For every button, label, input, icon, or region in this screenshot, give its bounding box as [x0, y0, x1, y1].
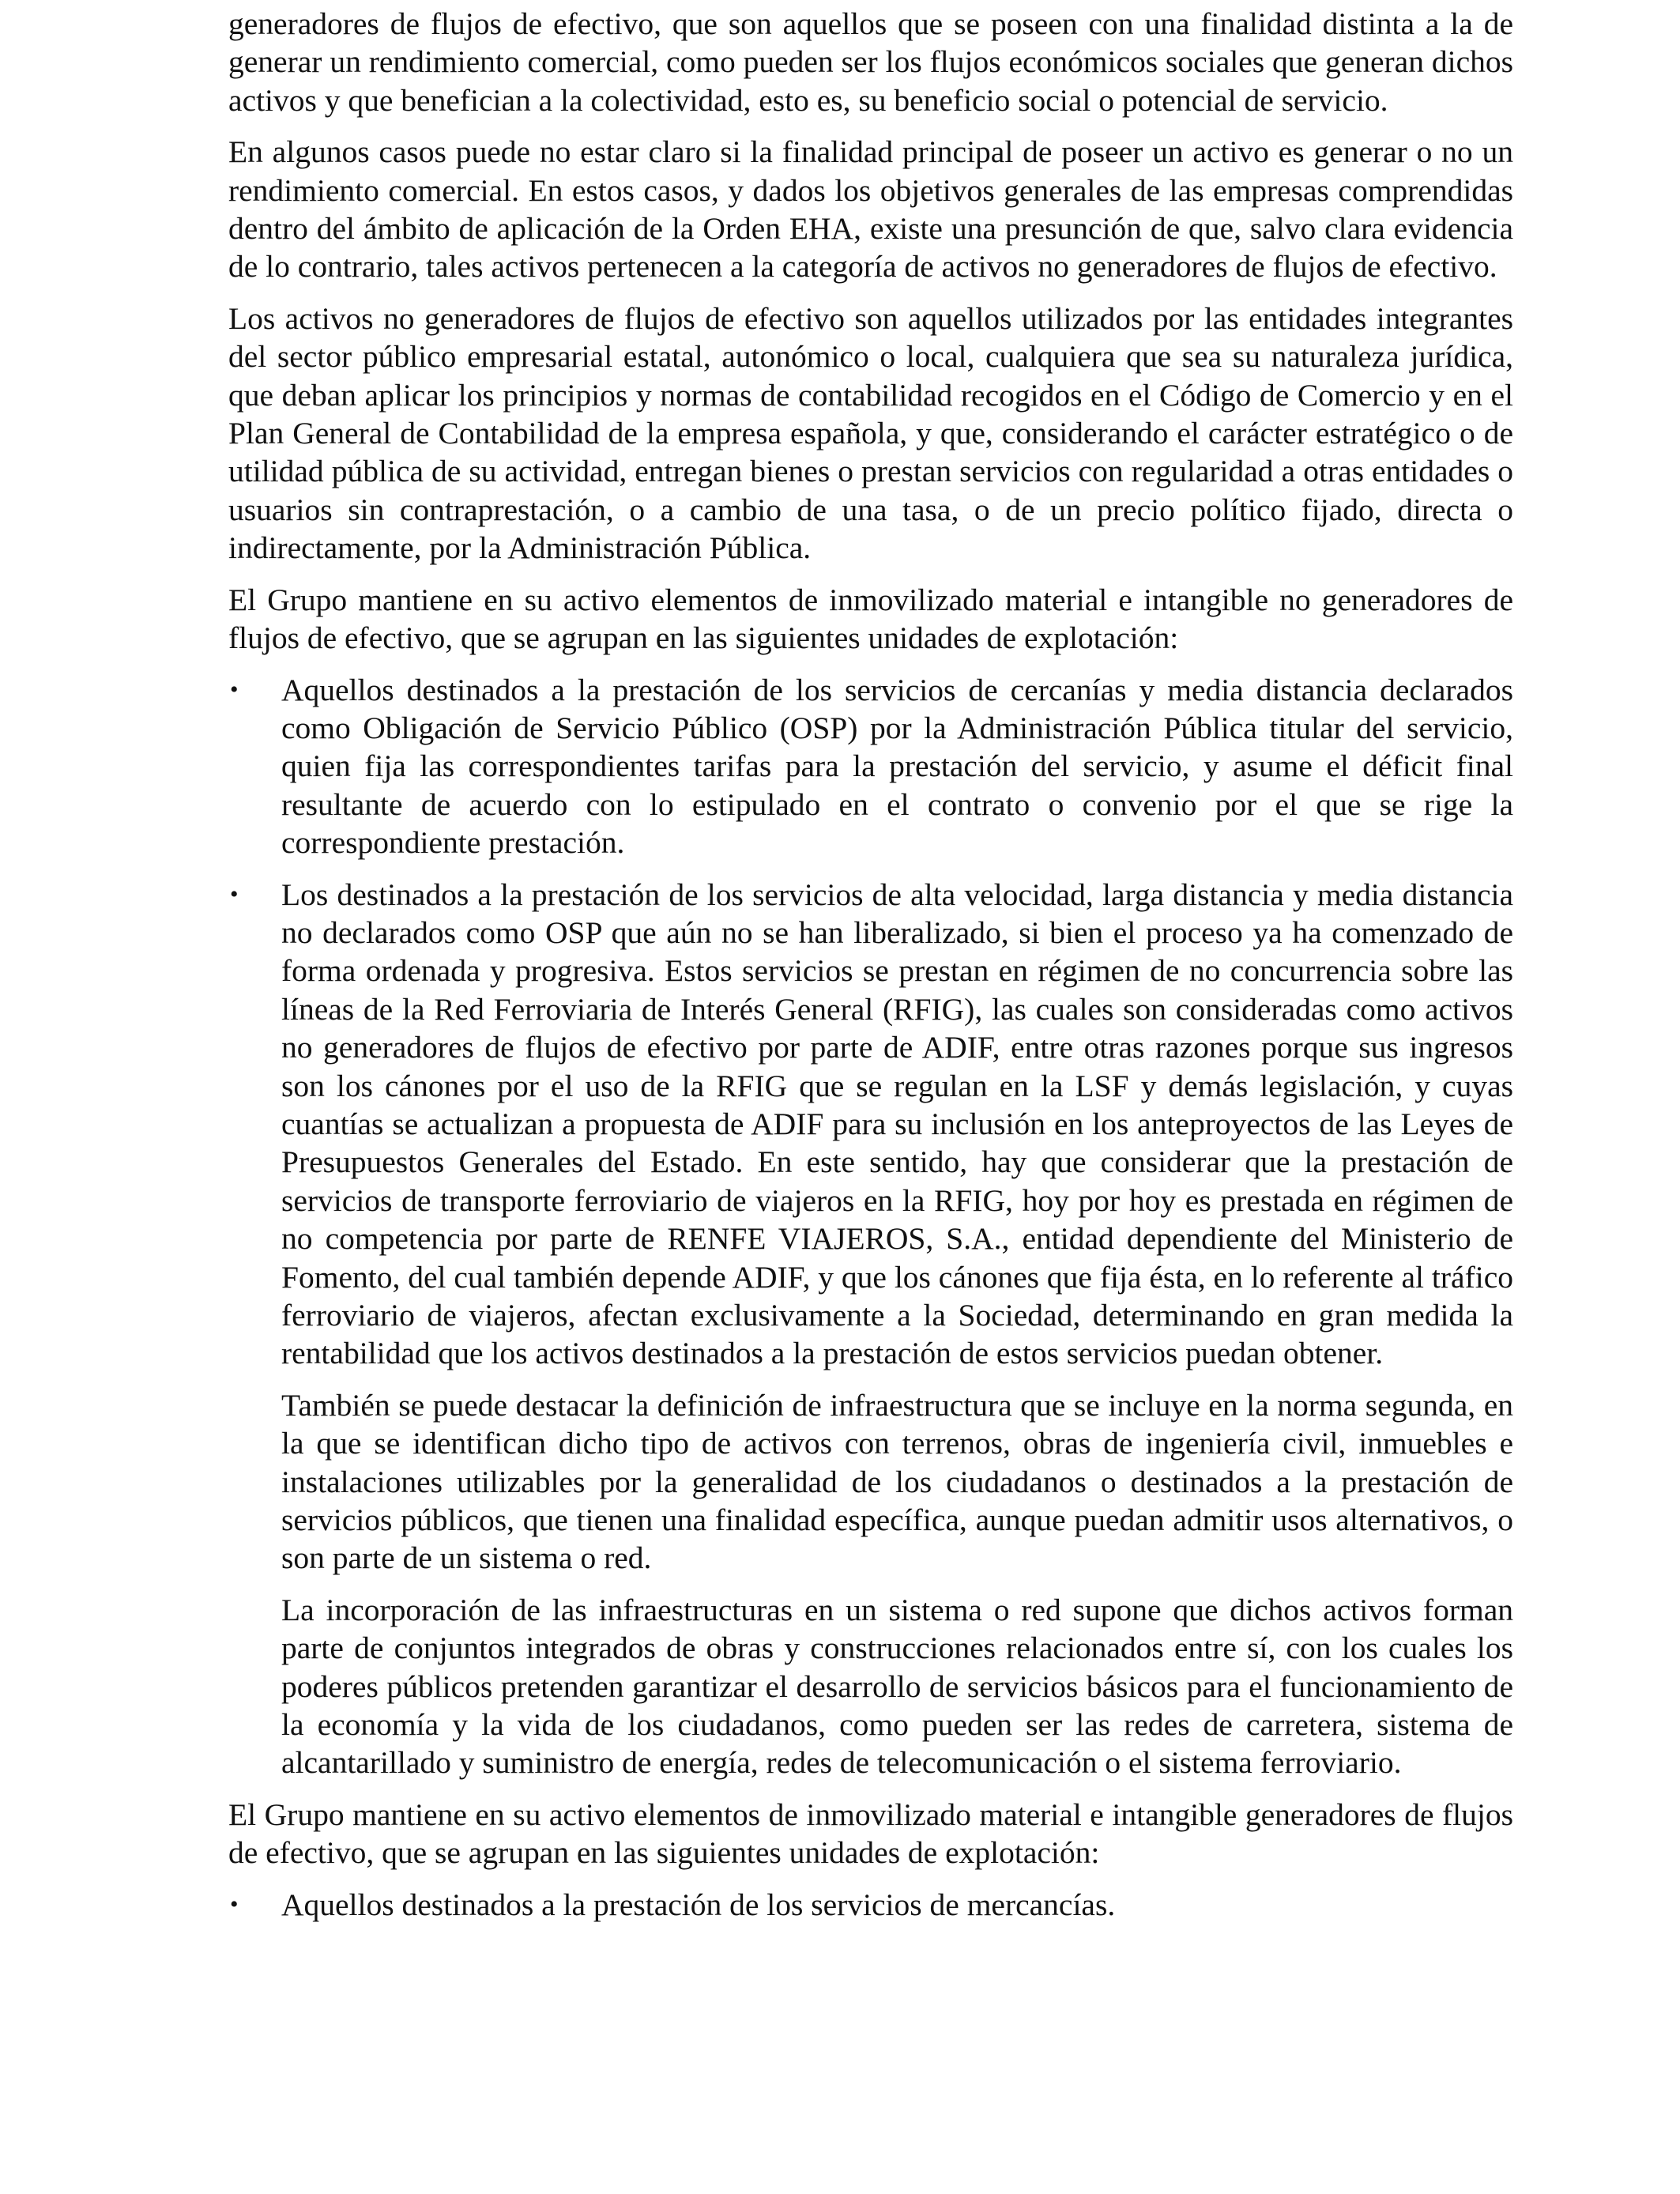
list-item-osp-services: [228, 671, 1513, 862]
sub-paragraph-infrastructure-definition: También se puede destacar la definición de infraestructura que se incluye en la norma segunda, en la que se identifican dicho tipo de activos con terrenos, obras de ingeniería civil, inmuebles e instalaciones utilizables por la generalidad de los ciudadanos o destinados a la prestación de servicios públicos, que tienen una finalidad específica, aunque puedan admitir usos alternativos, o son parte de un sistema o red.: [281, 1387, 1513, 1576]
paragraph-presumption: En algunos casos puede no estar claro si la finalidad principal de poseer un activo es generar o no un rendimiento comercial. En estos casos, y dados los objetivos generales de las empresas comprendidas dentro del ámbito de aplicación de la Orden EHA, existe una presunción de que, salvo clara evidencia de lo contrario, tales activos pertenecen a la categoría de activos no generadores de flujos de efectivo.: [228, 134, 1513, 285]
list-item-text: Aquellos destinados a la prestación de los servicios de mercancías.: [281, 1887, 1116, 1922]
document-page: [228, 5, 1513, 1937]
list-item-text: Los destinados a la prestación de los servicios de alta velocidad, larga distancia y media distancia no declarados como OSP que aún no se han liberalizado, si bien el proceso ya ha comenzado de forma ordenada y progresiva. Estos servicios se prestan en régimen de no concurrencia sobre las líneas de la Red Ferroviaria de Interés General (RFIG), las cuales son consideradas como activos no generadores de flujos de efectivo por parte de ADIF, entre otras razones porque sus ingresos son los cánones por el uso de la RFIG que se regulan en la LSF y demás legislación, y cuyas cuantías se actualizan a propuesta de ADIF para su inclusión en los anteproyectos de las Leyes de Presupuestos Generales del Estado. En este sentido, hay que considerar que la prestación de servicios de transporte ferroviario de viajeros en la RFIG, hoy por hoy es prestada en régimen de no competencia por parte de RENFE VIAJEROS, S.A., entidad dependiente del Ministerio de Fomento, del cual también depende ADIF, y que los cánones que fija ésta, en lo referente al tráfico ferroviario de viajeros, afectan exclusivamente a la Sociedad, determinando en gran medida la rentabilidad que los activos destinados a la prestación de estos servicios puedan obtener.: [281, 876, 1513, 1371]
bullet-icon: •: [230, 1891, 239, 1917]
bullet-icon: •: [230, 880, 239, 907]
sub-paragraph-infrastructure-network: La incorporación de las infraestructuras en un sistema o red supone que dichos activos forman parte de conjuntos integrados de obras y construcciones relacionados entre sí, con los cuales los poderes públicos pretenden garantizar el desarrollo de servicios básicos para el funcionamiento de la economía y la vida de los ciudadanos, como pueden ser las redes de carretera, sistema de alcantarillado y suministro de energía, redes de telecomunicación o el sistema ferroviario.: [281, 1592, 1513, 1781]
paragraph-non-generating-units-intro: El Grupo mantiene en su activo elementos de inmovilizado material e intangible no generadores de flujos de efectivo, que se agrupan en las siguientes unidades de explotación:: [228, 582, 1513, 656]
list-item-text: Aquellos destinados a la prestación de los servicios de cercanías y media distancia declarados como Obligación de Servicio Público (OSP) por la Administración Pública titular del servicio, quien fija las correspondientes tarifas para la prestación del servicio, y asume el déficit final resultante de acuerdo con lo estipulado en el contrato o convenio por el que se rige la correspondiente prestación.: [281, 672, 1513, 861]
paragraph-definition: Los activos no generadores de flujos de efectivo son aquellos utilizados por las entidades integrantes del sector público empresarial estatal, autonómico o local, cualquiera que sea su naturaleza jurídica, que deban aplicar los principios y normas de contabilidad recogidos en el Código de Comercio y en el Plan General de Contabilidad de la empresa española, y que, considerando el carácter estratégico o de utilidad pública de su actividad, entregan bienes o prestan servicios con regularidad a otras entidades o usuarios sin contraprestación, o a cambio de una tasa, o de un precio político fijado, directa o indirectamente, por la Administración Pública.: [228, 300, 1513, 566]
list-item-freight-services: [228, 1886, 1513, 1924]
bullet-icon: •: [230, 676, 239, 703]
paragraph-generating-units-intro: El Grupo mantiene en su activo elementos de inmovilizado material e intangible generadores de flujos de efectivo, que se agrupan en las siguientes unidades de explotación:: [228, 1796, 1513, 1871]
paragraph-continuation: generadores de flujos de efectivo, que son aquellos que se poseen con una finalidad distinta a la de generar un rendimiento comercial, como pueden ser los flujos económicos sociales que generan dichos activos y que benefician a la colectividad, esto es, su beneficio social o potencial de servicio.: [228, 6, 1513, 118]
list-item-high-speed-services: [228, 876, 1513, 1373]
